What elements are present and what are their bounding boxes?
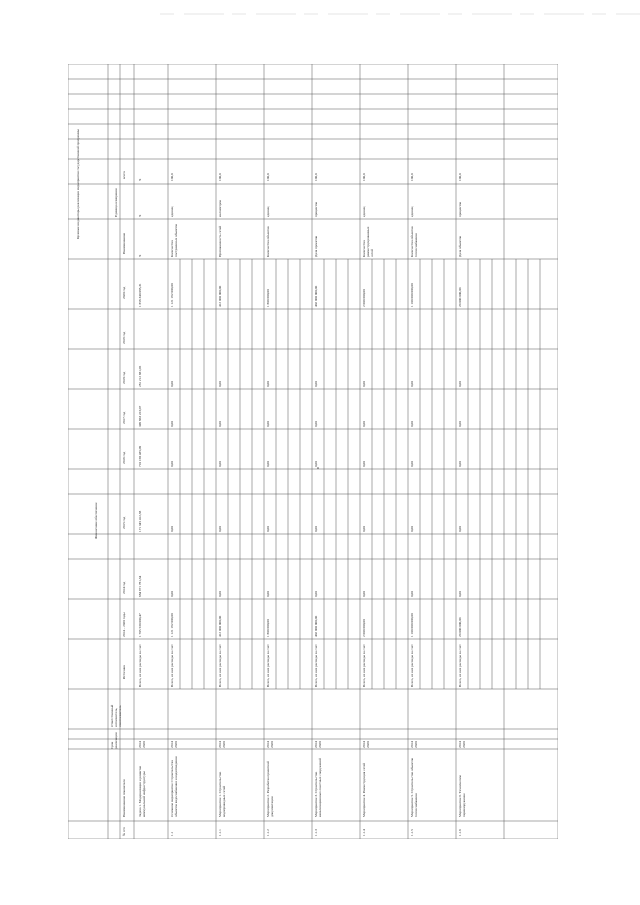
indicator-cell-unit: процентов bbox=[314, 201, 318, 217]
indicator-cell-name: Количество построенных объектов bbox=[170, 224, 178, 257]
col-indicator-name: Наименование bbox=[122, 232, 126, 254]
table-cell-y4: 0,00 bbox=[362, 421, 366, 427]
table-cell-period: 2014 2020 bbox=[362, 741, 370, 748]
col-year-2: 2015 год bbox=[122, 516, 126, 529]
indicator-cell-name: Протяженность сетей bbox=[218, 225, 222, 257]
indicator-cell-name: Доля проектов bbox=[314, 235, 318, 257]
table-cell-num: 1.1 bbox=[170, 831, 174, 836]
table-cell-y4: 0,00 bbox=[170, 421, 174, 427]
table-cell-y5: 281 212 681,05 bbox=[138, 365, 142, 387]
table-cell-y6: 20 000 000,00 bbox=[458, 287, 462, 307]
table-cell-total: 2 000 000,00 bbox=[362, 619, 366, 637]
table-cell-source: Всего, из них расходы за счет bbox=[266, 644, 270, 687]
indicator-cell-val: 100,0 bbox=[170, 173, 174, 181]
col-source: Источник bbox=[122, 665, 126, 679]
table-cell-y1: 0,00 bbox=[314, 591, 318, 597]
table-cell-num: 1.1.6 bbox=[458, 829, 462, 836]
table-cell-period: 2014 2020 bbox=[138, 741, 146, 748]
table-cell-y5: 0,00 bbox=[218, 381, 222, 387]
indicator-cell-name: Количество объектов bbox=[266, 226, 270, 257]
indicator-cell-val: 100,0 bbox=[218, 173, 222, 181]
indicator-cell-unit: единиц bbox=[362, 206, 366, 217]
table-cell-y5: 0,00 bbox=[170, 381, 174, 387]
rotated-table bbox=[68, 64, 558, 839]
table-cell-y5: 0,00 bbox=[458, 381, 462, 387]
col-total-ind: всего bbox=[122, 171, 126, 179]
table-cell-y6: 1 858 340 085,31 bbox=[138, 283, 142, 307]
table-cell-total: 1 100 000 000,00 bbox=[410, 613, 414, 637]
table-cell-y2: 0,00 bbox=[410, 526, 414, 532]
table-cell-name: Основное мероприятие: Строительство объектов водоснабжения и водоотведения bbox=[170, 756, 178, 817]
table-cell-source: Всего, из них расходы за счет bbox=[314, 644, 318, 687]
table-cell-y4: 0,00 bbox=[410, 421, 414, 427]
table-cell-num: 1.1.3 bbox=[314, 829, 318, 836]
indicator-cell-val: X bbox=[138, 178, 142, 181]
indicator-cell-name: Количество объектов теплоснабжения bbox=[410, 226, 418, 257]
table-cell-y2: 0,00 bbox=[362, 526, 366, 532]
col-year-6: 2019 год bbox=[122, 331, 126, 344]
table-cell-num: 1.1.4 bbox=[362, 829, 366, 836]
indicator-cell-unit: X bbox=[138, 214, 142, 217]
table-cell-y1: 0,00 bbox=[170, 591, 174, 597]
table-cell-total: 402 000 000,00 bbox=[314, 615, 318, 637]
col-num: № п/п bbox=[122, 827, 126, 836]
table-cell-y3: 710 168 435,09 bbox=[138, 445, 142, 467]
table-cell-num: 1.1.1 bbox=[218, 829, 222, 836]
table-cell-source: Всего, из них расходы за счет bbox=[410, 644, 414, 687]
table-cell-y4: 0,00 bbox=[458, 421, 462, 427]
table-cell-y2: 0,00 bbox=[266, 526, 270, 532]
table-cell-period: 2014 2020 bbox=[218, 741, 226, 748]
table-cell-total: 20 000 000,00 bbox=[458, 617, 462, 637]
col-executor: Ответственный исполнитель, соисполнитель bbox=[110, 704, 122, 727]
table-cell-y5: 0,00 bbox=[410, 381, 414, 387]
indicator-cell-val: 100,0 bbox=[458, 173, 462, 181]
table-cell-y1: 0,00 bbox=[458, 591, 462, 597]
table-cell-period: 2014 2020 bbox=[410, 741, 418, 748]
table-cell-period: 2014 2020 bbox=[314, 741, 322, 748]
table-cell-y1: 0,00 bbox=[266, 591, 270, 597]
table-cell-y2: 0,00 bbox=[314, 526, 318, 532]
table-cell-name: Мероприятие 3. Строительство канализационных очистных сооружений bbox=[314, 758, 322, 817]
table-cell-period: 2014 2020 bbox=[458, 741, 466, 748]
col-year-7: 2020 год bbox=[122, 286, 126, 299]
table-cell-total: 412 000 000,00 bbox=[218, 615, 222, 637]
table-cell-source: Всего, из них расходы за счет bbox=[138, 644, 142, 687]
table-cell-y2: 0,00 bbox=[170, 526, 174, 532]
table-cell-y3: 0,00 bbox=[170, 461, 174, 467]
table-cell-y6: 1 100 000 000,00 bbox=[410, 283, 414, 307]
table-cell-num: 1.1.2 bbox=[266, 829, 270, 836]
table-cell-y6: 2 000 000,00 bbox=[362, 289, 366, 307]
table-cell-y5: 0,00 bbox=[314, 381, 318, 387]
table-cell-y2: 0,00 bbox=[458, 526, 462, 532]
indicator-cell-unit: единиц bbox=[266, 206, 270, 217]
table-cell-y5: 0,00 bbox=[362, 381, 366, 387]
indicator-cell-unit: единиц bbox=[170, 206, 174, 217]
table-cell-y4: 0,00 bbox=[266, 421, 270, 427]
table-cell-y4: 349 863 223,07 bbox=[138, 405, 142, 427]
col-year-4: 2017 год bbox=[122, 411, 126, 424]
col-name: Наименование показателя bbox=[122, 779, 126, 817]
table-cell-y3: 0,00 bbox=[410, 461, 414, 467]
table-cell-y6: 1 800 000,00 bbox=[266, 289, 270, 307]
table-cell-y3: 0,00 bbox=[362, 461, 366, 467]
table-cell-y1: 0,00 bbox=[362, 591, 366, 597]
indicator-cell-val: 100,0 bbox=[410, 173, 414, 181]
table-cell-y6: 412 000 000,00 bbox=[218, 285, 222, 307]
table-cell-source: Всего, из них расходы за счет bbox=[170, 644, 174, 687]
table-cell-total: 1 705 530 000,47 bbox=[138, 613, 142, 637]
indicator-cell-name: Доля объектов bbox=[458, 236, 462, 257]
table-cell-name: Мероприятие 4. Реконструкция сетей bbox=[362, 762, 366, 817]
table-cell-y6: 402 000 000,00 bbox=[314, 285, 318, 307]
indicators-header: Целевые индикаторы реализации мероприятия государственной программы bbox=[76, 129, 80, 239]
table-cell-total: 1 800 000,00 bbox=[266, 619, 270, 637]
table-cell-y2: 171 345 412,38 bbox=[138, 510, 142, 532]
table-cell-y1: 684 971 781,34 bbox=[138, 575, 142, 597]
table-cell-y2: 0,00 bbox=[218, 526, 222, 532]
table-cell-name: Мероприятие 2. Разработка проектной документации bbox=[266, 761, 274, 817]
table-cell-y1: 0,00 bbox=[218, 591, 222, 597]
indicator-cell-val: 100,0 bbox=[362, 173, 366, 181]
table-cell-y4: 0,00 bbox=[314, 421, 318, 427]
table-cell-y3: 0,00 bbox=[218, 461, 222, 467]
table-cell-name: Мероприятие 1. Строительство водопроводных сетей bbox=[218, 771, 226, 817]
col-year-1: 2014 год bbox=[122, 581, 126, 594]
table-cell-total: 1 121 192 000,00 bbox=[170, 613, 174, 637]
table-cell-y4: 0,00 bbox=[218, 421, 222, 427]
indicator-cell-name: Количество реконструированных сетей bbox=[362, 226, 374, 257]
table-cell-y3: 0,00 bbox=[458, 461, 462, 467]
table-cell-period: 2014 2020 bbox=[170, 741, 178, 748]
indicator-cell-val: 100,0 bbox=[314, 173, 318, 181]
table-cell-name: Мероприятие 5. Строительство объектов теплоснабжения bbox=[410, 758, 418, 817]
col-period: Срок реализации bbox=[110, 732, 118, 749]
finance-header: Финансовое обеспечение bbox=[94, 502, 98, 539]
table-cell-period: 2014 2020 bbox=[266, 741, 274, 748]
table-cell-y6: 1 121 192 000,00 bbox=[170, 283, 174, 307]
table-cell-source: Всего, из них расходы за счет bbox=[458, 644, 462, 687]
table-cell-source: Всего, из них расходы за счет bbox=[218, 644, 222, 687]
table-cell-y3: 0,00 bbox=[266, 461, 270, 467]
indicator-cell-unit: километров bbox=[218, 200, 222, 217]
table-cell-y5: 0,00 bbox=[266, 381, 270, 387]
table-cell-y3: 0,00 bbox=[314, 461, 318, 467]
col-year-3: 2016 год bbox=[122, 451, 126, 464]
indicator-cell-val: 100,0 bbox=[266, 173, 270, 181]
col-total: 2014 – 2020 годы bbox=[122, 612, 126, 637]
col-year-5: 2018 год bbox=[122, 371, 126, 384]
table-cell-name: Мероприятие 6. Техническое перевооружение bbox=[458, 774, 466, 817]
indicator-cell-unit: единиц bbox=[410, 206, 414, 217]
col-unit: Единица измерения bbox=[114, 188, 118, 217]
table-cell-source: Всего, из них расходы за счет bbox=[362, 644, 366, 687]
indicator-cell-unit: процентов bbox=[458, 201, 462, 217]
table-cell-num: 1.1.5 bbox=[410, 829, 414, 836]
indicator-cell-name: X bbox=[138, 254, 142, 257]
table-cell-name: Задача 1. Модернизация и развитие коммунальной инфраструктуры bbox=[138, 765, 146, 817]
table-cell-y1: 0,00 bbox=[410, 591, 414, 597]
